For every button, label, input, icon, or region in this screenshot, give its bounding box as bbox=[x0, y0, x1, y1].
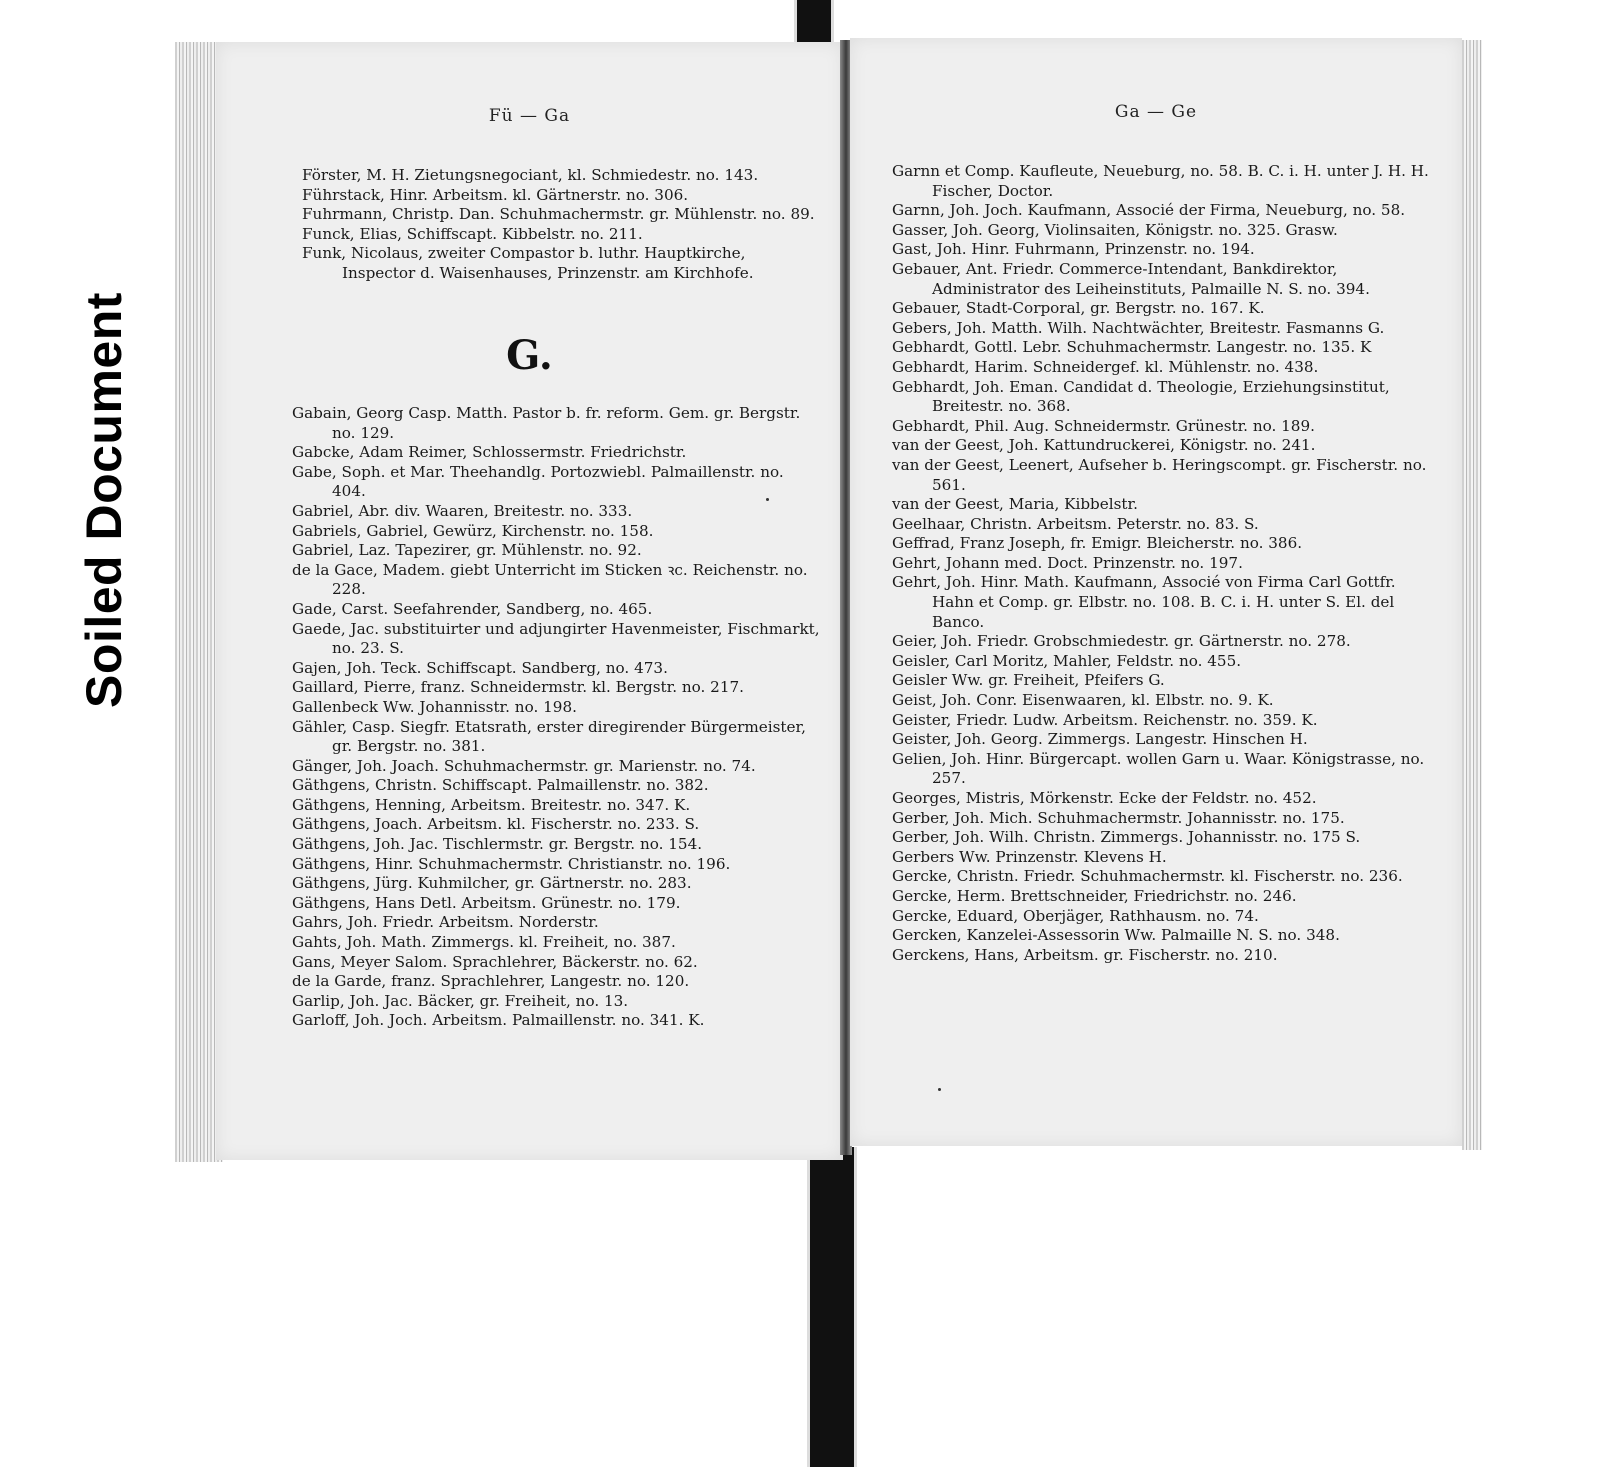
list-item: Gebhardt, Harim. Schneidergef. kl. Mühlenstr. no. 438. bbox=[892, 357, 1319, 376]
list-item: Gerbers Ww. Prinzenstr. Klevens H. bbox=[892, 847, 1167, 866]
list-item: Gäthgens, Henning, Arbeitsm. Breitestr. no. 347. K. bbox=[292, 795, 691, 814]
left-page bbox=[216, 42, 843, 1160]
list-item: Gercken, Kanzelei-Assessorin Ww. Palmaille N. S. no. 348. bbox=[892, 926, 1340, 945]
list-item: van der Geest, Joh. Kattundruckerei, Königstr. no. 241. bbox=[892, 436, 1316, 455]
list-item: Gahts, Joh. Math. Zimmergs. kl. Freiheit, no. 387. bbox=[292, 933, 676, 952]
list-item: Führstack, Hinr. Arbeitsm. kl. Gärtnerstr. no. 306. bbox=[302, 185, 689, 204]
list-item: Gerckens, Hans, Arbeitsm. gr. Fischerstr. no. 210. bbox=[892, 945, 1278, 964]
list-item: Gabcke, Adam Reimer, Schlossermstr. Friedrichstr. bbox=[292, 443, 687, 462]
list-item: Geister, Friedr. Ludw. Arbeitsm. Reichenstr. no. 359. K. bbox=[892, 710, 1318, 729]
stamp-label: Soiled Document bbox=[76, 292, 132, 708]
list-item: Geelhaar, Christn. Arbeitsm. Peterstr. no. 83. S. bbox=[892, 514, 1259, 533]
list-item: Förster, M. H. Zietungsnegociant, kl. Schmiedestr. no. 143. bbox=[302, 166, 759, 184]
list-item: Geist, Joh. Conr. Eisenwaaren, kl. Elbstr. no. 9. K. bbox=[892, 691, 1274, 710]
soiled-document-stamp bbox=[54, 240, 154, 760]
list-item: Gasser, Joh. Georg, Violinsaiten, Königstr. no. 325. Grasw. bbox=[892, 220, 1338, 239]
list-item: Gebauer, Ant. Friedr. Commerce-Intendant, Bankdirektor, Administrator des Leiheinstituts, Palmaille N. S. no. 394. bbox=[892, 259, 1370, 298]
list-item: Gebhardt, Joh. Eman. Candidat d. Theologie, Erziehungsinstitut, Breitestr. no. 368. bbox=[892, 377, 1390, 416]
list-item: Gäthgens, Jürg. Kuhmilcher, gr. Gärtnerstr. no. 283. bbox=[292, 874, 692, 893]
list-item: Gehrt, Joh. Hinr. Math. Kaufmann, Associé von Firma Carl Gottfr. Hahn et Comp. gr. Elbstr. no. 108. B. C. i. H. unter S. El. del Banco. bbox=[892, 573, 1396, 631]
list-item: Geisler Ww. gr. Freiheit, Pfeifers G. bbox=[892, 671, 1165, 690]
list-item: Gabe, Soph. et Mar. Theehandlg. Portozwiebl. Palmaillenstr. no. 404. bbox=[292, 462, 784, 501]
list-item: Gelien, Joh. Hinr. Bürgercapt. wollen Garn u. Waar. Königstrasse, no. 257. bbox=[892, 749, 1425, 788]
list-item: Gäthgens, Christn. Schiffscapt. Palmaillenstr. no. 382. bbox=[292, 776, 709, 795]
list-item: Gehrt, Johann med. Doct. Prinzenstr. no. 197. bbox=[892, 553, 1243, 572]
list-item: Gäthgens, Hinr. Schuhmachermstr. Christianstr. no. 196. bbox=[292, 854, 731, 873]
list-item: Gäthgens, Joh. Jac. Tischlermstr. gr. Bergstr. no. 154. bbox=[292, 835, 703, 854]
list-item: Garloff, Joh. Joch. Arbeitsm. Palmaillenstr. no. 341. K. bbox=[292, 1011, 705, 1030]
list-item: Gähler, Casp. Siegfr. Etatsrath, erster diregirender Bürgermeister, gr. Bergstr. no. 381. bbox=[292, 717, 806, 756]
list-item: van der Geest, Maria, Kibbelstr. bbox=[892, 495, 1138, 514]
page-stack-right-edge bbox=[1462, 40, 1482, 1150]
list-item: Garnn et Comp. Kaufleute, Neueburg, no. 58. B. C. i. H. unter J. H. H. Fischer, Doctor. bbox=[892, 162, 1429, 200]
list-item: de la Garde, franz. Sprachlehrer, Langestr. no. 120. bbox=[292, 972, 690, 991]
list-item: Gerber, Joh. Mich. Schuhmachermstr. Johannisstr. no. 175. bbox=[892, 808, 1345, 827]
list-item: Funk, Nicolaus, zweiter Compastor b. luthr. Hauptkirche, Inspector d. Waisenhauses, Prinzenstr. am Kirchhofe. bbox=[302, 244, 754, 282]
list-item: Gans, Meyer Salom. Sprachlehrer, Bäckerstr. no. 62. bbox=[292, 952, 698, 971]
left-running-header: Fü — Ga bbox=[488, 106, 571, 126]
list-item: Geisler, Carl Moritz, Mahler, Feldstr. no. 455. bbox=[892, 651, 1242, 670]
list-item: Gabain, Georg Casp. Matth. Pastor b. fr. reform. Gem. gr. Bergstr. no. 129. bbox=[292, 404, 801, 442]
list-item: Gabriel, Laz. Tapezirer, gr. Mühlenstr. no. 92. bbox=[292, 541, 642, 560]
left-entries-g bbox=[292, 404, 822, 1031]
list-item: Gast, Joh. Hinr. Fuhrmann, Prinzenstr. no. 194. bbox=[892, 240, 1255, 259]
list-item: Gebauer, Stadt-Corporal, gr. Bergstr. no. 167. K. bbox=[892, 299, 1265, 318]
list-item: Garlip, Joh. Jac. Bäcker, gr. Freiheit, no. 13. bbox=[292, 991, 629, 1010]
list-item: Gercke, Eduard, Oberjäger, Rathhausm. no. 74. bbox=[892, 906, 1259, 925]
section-letter-heading: G. bbox=[506, 332, 553, 379]
list-item: Gaillard, Pierre, franz. Schneidermstr. kl. Bergstr. no. 217. bbox=[292, 678, 745, 697]
list-item: Garnn, Joh. Joch. Kaufmann, Associé der Firma, Neueburg, no. 58. bbox=[892, 201, 1406, 220]
list-item: Georges, Mistris, Mörkenstr. Ecke der Feldstr. no. 452. bbox=[892, 789, 1317, 807]
list-item: Gabriels, Gabriel, Gewürz, Kirchenstr. no. 158. bbox=[292, 521, 654, 540]
list-item: Geffrad, Franz Joseph, fr. Emigr. Bleicherstr. no. 386. bbox=[892, 534, 1303, 553]
right-running-header: Ga — Ge bbox=[1114, 102, 1198, 122]
list-item: Gahrs, Joh. Friedr. Arbeitsm. Norderstr. bbox=[292, 913, 599, 932]
list-item: Gäthgens, Joach. Arbeitsm. kl. Fischerstr. no. 233. S. bbox=[292, 815, 700, 834]
list-item: Gebhardt, Gottl. Lebr. Schuhmachermstr. Langestr. no. 135. K bbox=[892, 338, 1372, 357]
list-item: Gallenbeck Ww. Johannisstr. no. 198. bbox=[292, 697, 577, 716]
list-item: de la Gace, Madem. giebt Unterricht im Sticken ꝛc. Reichenstr. no. 228. bbox=[292, 560, 808, 599]
right-page bbox=[850, 38, 1462, 1146]
list-item: Gebhardt, Phil. Aug. Schneidermstr. Grünestr. no. 189. bbox=[892, 416, 1315, 435]
list-item: Geier, Joh. Friedr. Grobschmiedestr. gr. Gärtnerstr. no. 278. bbox=[892, 632, 1351, 651]
right-entries bbox=[892, 162, 1442, 965]
list-item: Gajen, Joh. Teck. Schiffscapt. Sandberg, no. 473. bbox=[292, 658, 668, 677]
list-item: Gercke, Herm. Brettschneider, Friedrichstr. no. 246. bbox=[892, 886, 1297, 905]
bookmark-ribbon-top bbox=[794, 0, 834, 44]
ink-speck bbox=[938, 1088, 941, 1091]
list-item: Gercke, Christn. Friedr. Schuhmachermstr. kl. Fischerstr. no. 236. bbox=[892, 867, 1403, 886]
list-item: Fuhrmann, Christp. Dan. Schuhmachermstr. gr. Mühlenstr. no. 89. bbox=[302, 205, 815, 224]
list-item: Geister, Joh. Georg. Zimmergs. Langestr. Hinschen H. bbox=[892, 730, 1308, 749]
ink-speck bbox=[766, 498, 769, 501]
list-item: Gabriel, Abr. div. Waaren, Breitestr. no. 333. bbox=[292, 501, 633, 520]
list-item: Gebers, Joh. Matth. Wilh. Nachtwächter, Breitestr. Fasmanns G. bbox=[892, 318, 1385, 337]
list-item: Gade, Carst. Seefahrender, Sandberg, no. 465. bbox=[292, 599, 653, 618]
list-item: Gerber, Joh. Wilh. Christn. Zimmergs. Johannisstr. no. 175 S. bbox=[892, 828, 1361, 847]
list-item: Funck, Elias, Schiffscapt. Kibbelstr. no. 211. bbox=[302, 224, 643, 243]
bookmark-ribbon-bottom bbox=[807, 1147, 857, 1467]
list-item: Gänger, Joh. Joach. Schuhmachermstr. gr. Marienstr. no. 74. bbox=[292, 756, 756, 775]
list-item: Gaede, Jac. substituirter und adjungirter Havenmeister, Fischmarkt, no. 23. S. bbox=[292, 619, 820, 658]
list-item: Gäthgens, Hans Detl. Arbeitsm. Grünestr. no. 179. bbox=[292, 893, 681, 912]
list-item: van der Geest, Leenert, Aufseher b. Heringscompt. gr. Fischerstr. no. 561. bbox=[892, 455, 1427, 494]
left-entries-f bbox=[302, 166, 822, 284]
